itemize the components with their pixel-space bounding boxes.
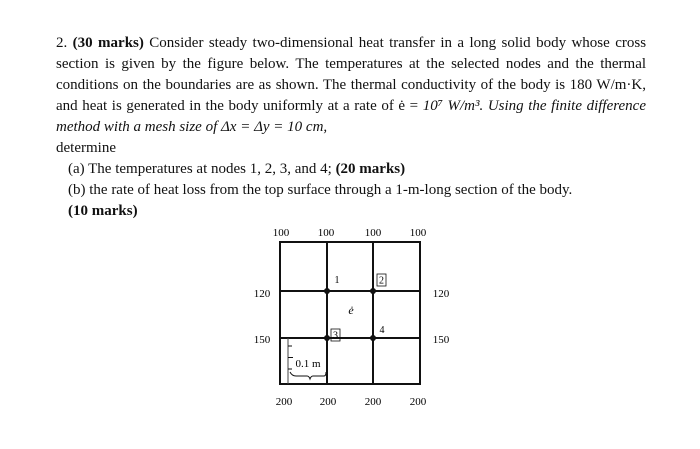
part-a xyxy=(56,159,646,180)
node-2-point xyxy=(370,288,376,294)
bottom-temp-3: 200 xyxy=(364,396,382,408)
left-temp-upper: 120 xyxy=(253,288,271,300)
problem-paragraph xyxy=(56,33,646,138)
heat-generation-symbol: ė xyxy=(348,303,354,317)
node-3-point xyxy=(324,335,330,341)
mesh-brace xyxy=(290,372,326,379)
mesh-bracket xyxy=(288,346,293,369)
mesh-size-label: 0.1 m xyxy=(295,358,321,370)
grid-figure xyxy=(240,222,460,417)
bottom-temp-1: 200 xyxy=(275,396,293,408)
problem-marks: (30 marks) xyxy=(72,35,144,51)
bottom-temp-2: 200 xyxy=(319,396,337,408)
part-b xyxy=(56,180,646,222)
top-temp-1: 100 xyxy=(272,227,290,239)
bottom-temp-4: 200 xyxy=(409,396,427,408)
node-4-point xyxy=(370,335,376,341)
node-1-point xyxy=(324,288,330,294)
top-temp-2: 100 xyxy=(317,227,335,239)
right-temp-lower: 150 xyxy=(432,334,450,346)
part-b-text: (b) the rate of heat loss from the top surface through a 1-m-long section of the body. xyxy=(68,182,573,198)
problem-line-2: cross section is given by the figure below. The temperatures at the selected nodes and xyxy=(56,35,647,72)
part-b-marks: (10 marks) xyxy=(68,203,138,219)
top-temp-4: 100 xyxy=(409,227,427,239)
problem-statement xyxy=(56,33,646,222)
node-3-label: 3 xyxy=(333,330,338,342)
problem-line-5: 10⁷ W/m³. Using the finite difference method with a mesh size of Δx = Δy = 10 cm, xyxy=(56,98,646,135)
mesh-diagram xyxy=(240,222,460,417)
top-temp-3: 100 xyxy=(364,227,382,239)
left-temp-lower: 150 xyxy=(253,334,271,346)
problem-number: 2. xyxy=(56,35,68,51)
part-a-text: (a) The temperatures at nodes 1, 2, 3, and 4; xyxy=(68,161,336,177)
problem-line-4: body is 180 W/m·K, and heat is generated in the body uniformly at a rate of ė = xyxy=(56,77,646,114)
node-2-label: 2 xyxy=(379,275,384,287)
problem-line-6: determine xyxy=(56,140,116,156)
node-1-label: 1 xyxy=(334,275,340,286)
part-a-marks: (20 marks) xyxy=(335,161,406,177)
problem-line-1: Consider steady two-dimensional heat transfer in a long solid body whose xyxy=(149,35,610,51)
node-4-label: 4 xyxy=(379,325,385,336)
right-temp-upper: 120 xyxy=(432,288,450,300)
problem-line-3: the thermal conditions on the boundaries are as shown. The thermal conductivity of the xyxy=(56,56,647,93)
